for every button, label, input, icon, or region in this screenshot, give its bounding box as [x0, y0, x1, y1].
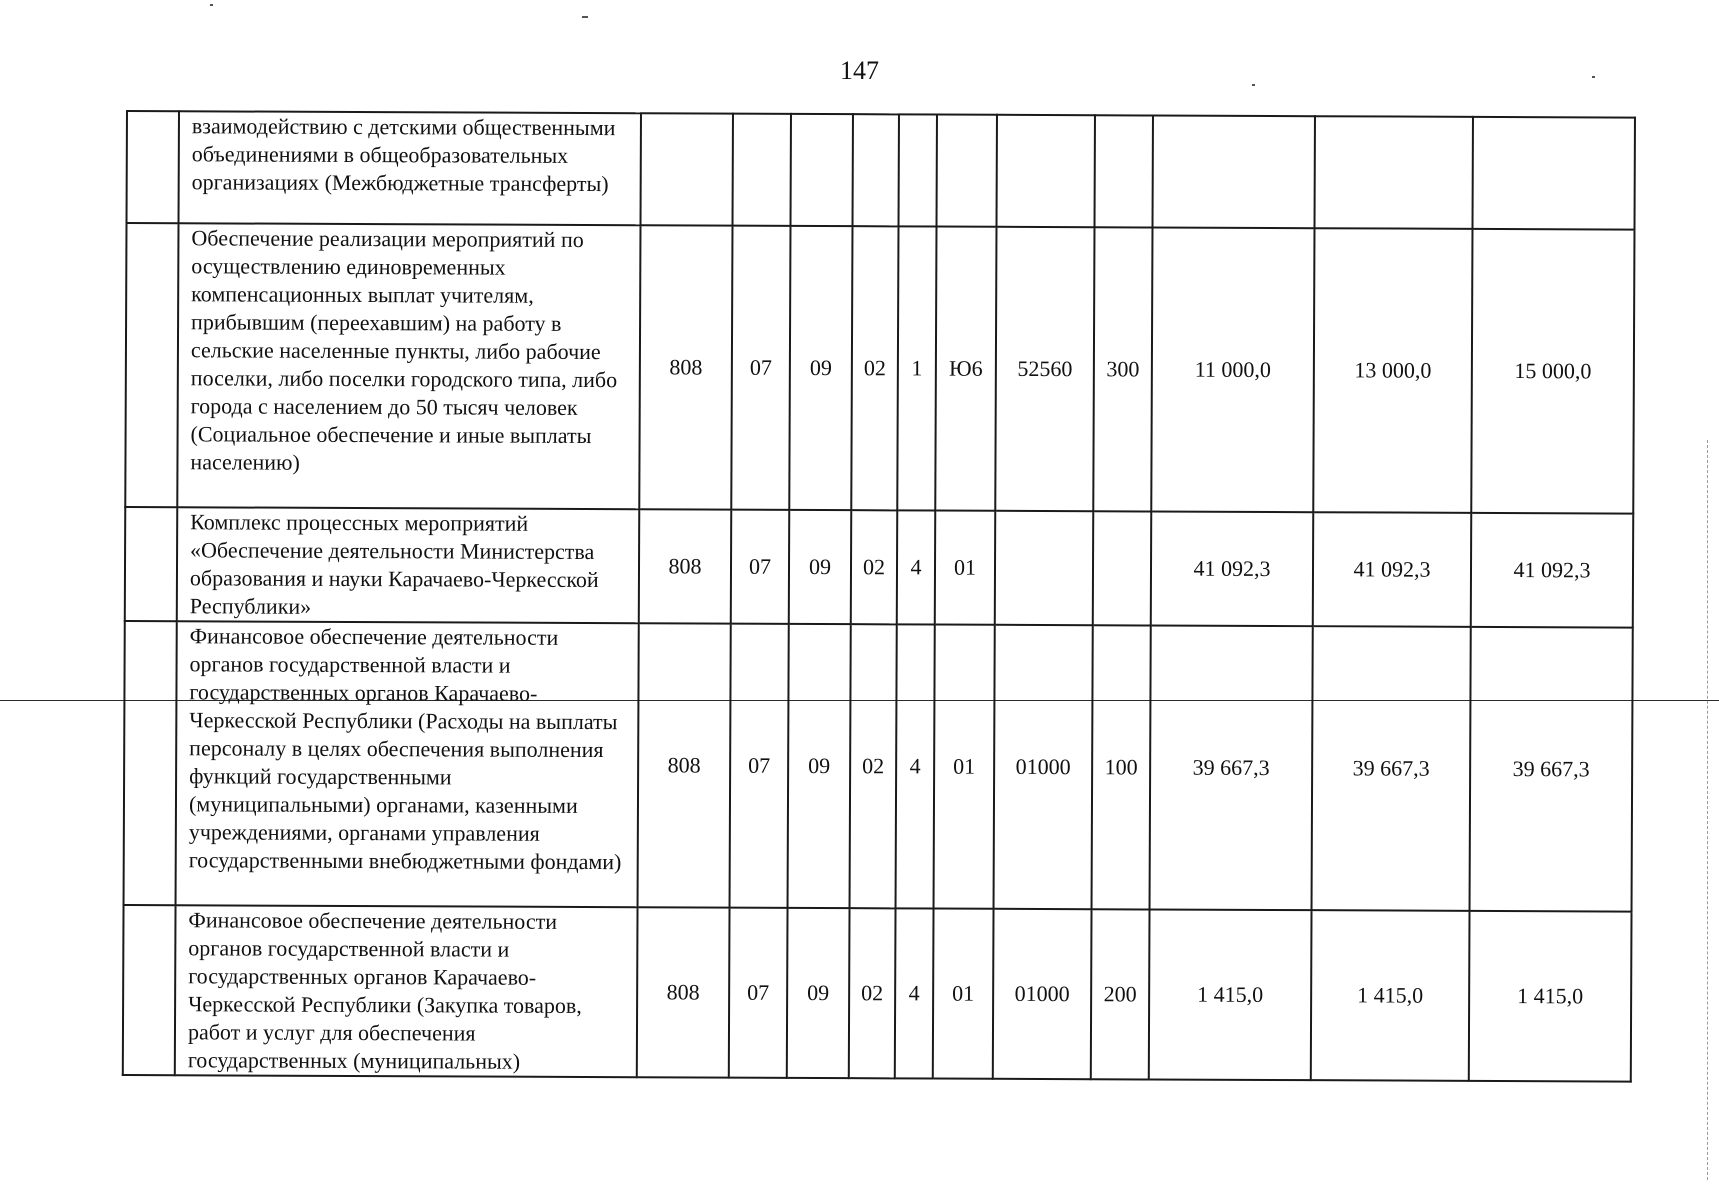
year2-cell: 39 667,3 — [1312, 626, 1471, 911]
ved-cell: 808 — [639, 509, 731, 623]
year2-cell: 41 092,3 — [1313, 512, 1471, 627]
rz-cell: 07 — [731, 510, 789, 624]
cs-event-cell — [936, 115, 996, 227]
index-cell — [127, 111, 179, 223]
cs-program-cell: 02 — [851, 510, 897, 624]
scan-speck — [582, 16, 588, 18]
description-cell: Комплекс процессных мероприятий «Обеспечение деятельности Министерства образования и науки Карачаево-Черкесской Республики» — [177, 507, 639, 623]
pr-cell — [791, 114, 853, 226]
cs-type-cell: 4 — [896, 624, 935, 908]
year3-cell: 15 000,0 — [1471, 229, 1634, 514]
index-cell — [124, 621, 177, 905]
rz-cell: 07 — [730, 624, 789, 908]
ved-cell: 808 — [638, 623, 731, 907]
year1-cell: 1 415,0 — [1149, 909, 1312, 1080]
vr-cell: 300 — [1093, 227, 1152, 511]
cs-event-cell: 01 — [933, 909, 994, 1079]
ved-cell — [641, 113, 733, 225]
year3-cell — [1472, 117, 1634, 230]
year3-cell: 41 092,3 — [1471, 513, 1633, 628]
vr-cell: 100 — [1092, 625, 1151, 909]
cs-program-cell: 02 — [849, 908, 896, 1078]
table-row — [124, 621, 1633, 912]
vr-cell — [1093, 511, 1151, 625]
description-cell: Финансовое обеспечение деятельности органов государственной власти и государственных органов Карачаево-Черкесской Республики (Закупка товаров, работ и услуг для обеспечения государственных (муниципальных) — [175, 905, 638, 1077]
scan-speck — [1252, 84, 1255, 86]
year3-cell: 39 667,3 — [1470, 627, 1633, 912]
year2-cell — [1314, 116, 1472, 229]
cs-type-cell: 4 — [897, 510, 935, 624]
year3-cell: 1 415,0 — [1469, 911, 1632, 1082]
cs-type-cell: 1 — [897, 226, 936, 510]
cs-program-cell: 02 — [851, 226, 898, 510]
scan-edge-artifact — [1707, 440, 1708, 1180]
pr-cell: 09 — [788, 624, 851, 908]
year1-cell: 41 092,3 — [1151, 511, 1313, 626]
cs-type-cell — [898, 114, 936, 226]
year1-cell — [1152, 115, 1314, 228]
table-row — [125, 223, 1634, 514]
year2-cell: 13 000,0 — [1313, 228, 1472, 513]
cs-program-cell: 02 — [850, 624, 897, 908]
cs-direction-cell — [995, 511, 1093, 625]
rz-cell: 07 — [729, 908, 788, 1078]
page-number: 147 — [840, 56, 879, 85]
table-row — [127, 111, 1635, 230]
cs-event-cell: 01 — [935, 511, 995, 625]
ved-cell: 808 — [637, 907, 730, 1077]
vr-cell — [1094, 115, 1152, 227]
year1-cell: 11 000,0 — [1151, 227, 1314, 512]
pr-cell: 09 — [789, 510, 851, 624]
scan-speck — [210, 4, 213, 6]
year1-cell: 39 667,3 — [1150, 625, 1313, 910]
vr-cell: 200 — [1091, 909, 1150, 1079]
scan-speck — [1592, 76, 1595, 78]
year2-cell: 1 415,0 — [1311, 910, 1470, 1081]
pr-cell: 09 — [789, 226, 852, 510]
index-cell — [125, 507, 177, 621]
cs-program-cell — [853, 114, 899, 226]
description-cell: Обеспечение реализации мероприятий по осуществлению единовременных компенсационных выплат учителям, прибывшим (переехавшим) на работу в сельские населенные пункты, либо рабочие поселки, либо поселки городского типа, либо города с населением до 50 тысяч человек (Социальное обеспечение и иные выплаты населению) — [177, 223, 640, 509]
table-row — [125, 507, 1633, 628]
rz-cell — [733, 114, 791, 226]
rz-cell: 07 — [731, 226, 790, 510]
cs-type-cell: 4 — [895, 908, 934, 1078]
cs-event-cell: Ю6 — [935, 227, 996, 511]
table-row — [123, 905, 1632, 1082]
index-cell — [123, 905, 176, 1075]
cs-direction-cell: 01000 — [994, 625, 1093, 909]
cs-direction-cell: 01000 — [993, 909, 1092, 1079]
budget-table — [122, 110, 1636, 1083]
ved-cell: 808 — [639, 225, 732, 509]
index-cell — [125, 223, 178, 507]
cs-direction-cell — [996, 115, 1094, 227]
description-cell: Финансовое обеспечение деятельности органов государственной власти и государственных органов Карачаево-Черкесской Республики (Расходы на выплаты персоналу в целях обеспечения выполнения функций государственными (муниципальными) органами, казенными учреждениями, органами управления государственными внебюджетными фондами) — [176, 621, 639, 907]
pr-cell: 09 — [787, 908, 850, 1078]
cs-event-cell: 01 — [934, 625, 995, 909]
cs-direction-cell: 52560 — [995, 227, 1094, 511]
description-cell: взаимодействию с детскими общественными объединениями в общеобразовательных организациях (Межбюджетные трансферты) — [179, 111, 641, 225]
